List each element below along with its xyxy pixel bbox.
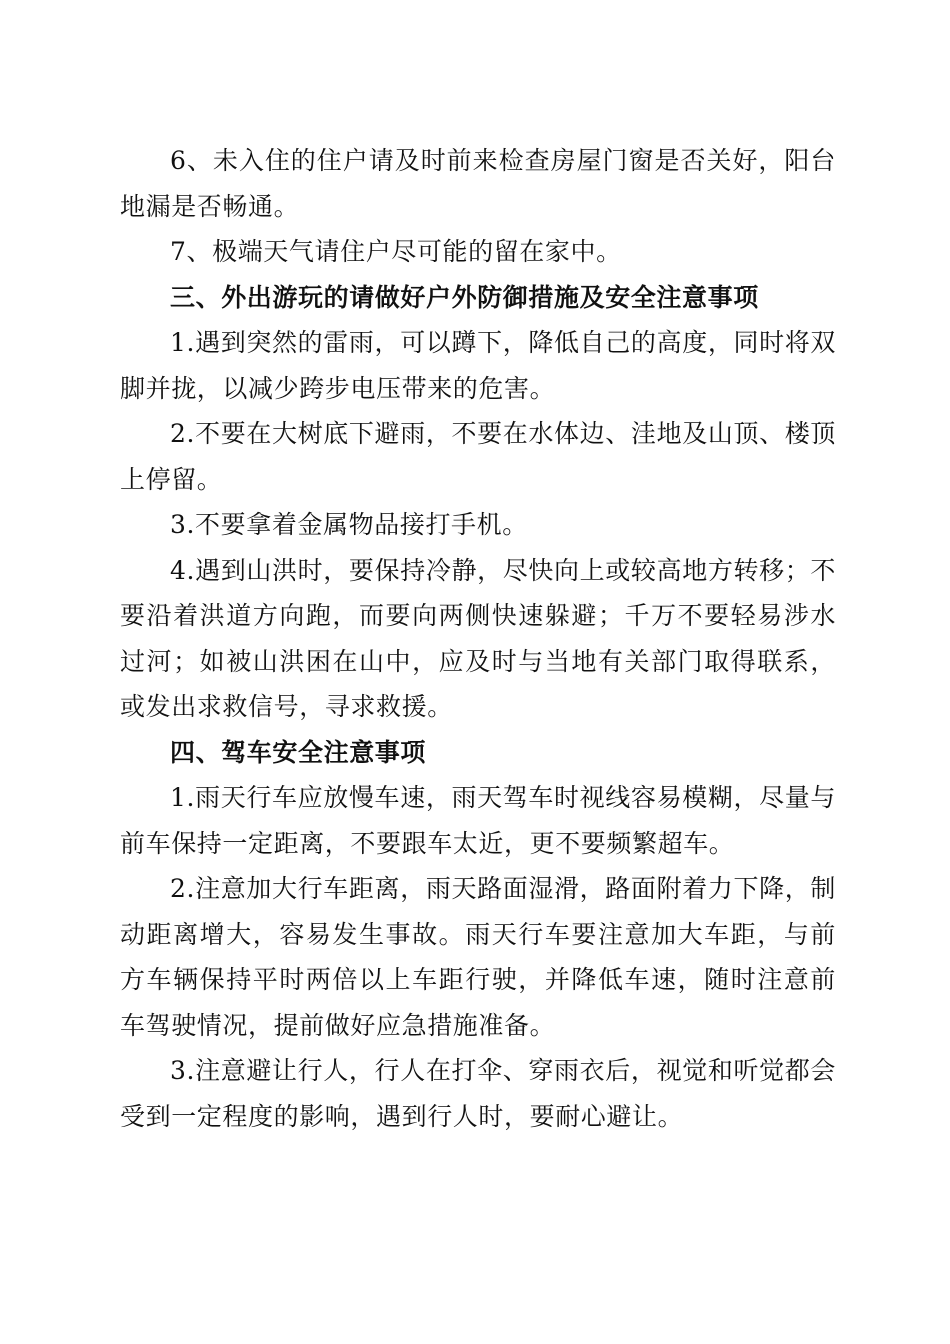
- section-3-heading: 三、外出游玩的请做好户外防御措施及安全注意事项: [170, 282, 759, 312]
- section-3-item-4: 4.遇到山洪时，要保持冷静，尽快向上或较高地方转移；不要沿着洪道方向跑，而要向两侧快速躲避；千万不要轻易涉水过河；如被山洪困在山中，应及时与当地有关部门取得联系，或发出求救信号，寻求救援。: [120, 555, 836, 721]
- item-6-unoccupied-check: 6、未入住的住户请及时前来检查房屋门窗是否关好，阳台地漏是否畅通。: [120, 146, 836, 221]
- section-4-item-3: 3.注意避让行人，行人在打伞、穿雨衣后，视觉和听觉都会受到一定程度的影响，遇到行人时，要耐心避让。: [120, 1056, 836, 1131]
- item-7-stay-home: 7、极端天气请住户尽可能的留在家中。: [170, 237, 622, 266]
- section-3-item-1: 1.遇到突然的雷雨，可以蹲下，降低自己的高度，同时将双脚并拢，以减少跨步电压带来的危害。: [120, 328, 836, 403]
- section-3-item-3: 3.不要拿着金属物品接打手机。: [170, 510, 528, 539]
- section-3-item-2: 2.不要在大树底下避雨，不要在水体边、洼地及山顶、楼顶上停留。: [120, 419, 836, 494]
- section-4-item-2: 2.注意加大行车距离，雨天路面湿滑，路面附着力下降，制动距离增大，容易发生事故。雨天行车要注意加大车距，与前方车辆保持平时两倍以上车距行驶，并降低车速，随时注意前车驾驶情况，提前做好应急措施准备。: [120, 874, 836, 1040]
- section-4-heading: 四、驾车安全注意事项: [170, 737, 427, 767]
- section-4-item-1: 1.雨天行车应放慢车速，雨天驾车时视线容易模糊，尽量与前车保持一定距离，不要跟车太近，更不要频繁超车。: [120, 783, 836, 858]
- document-page: [120, 138, 836, 1139]
